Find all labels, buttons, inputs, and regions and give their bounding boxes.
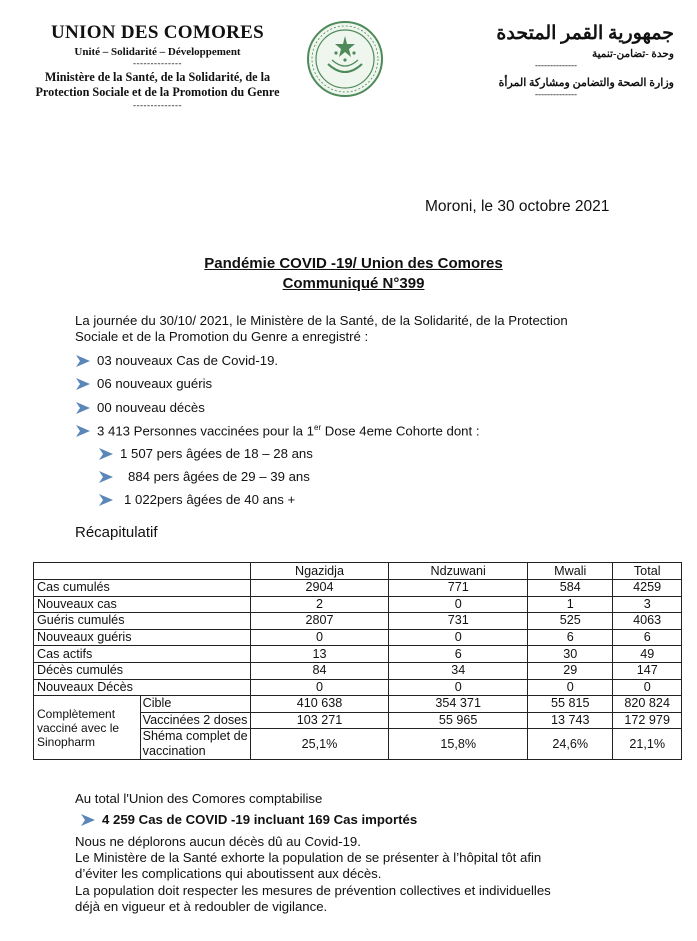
table-cell: 15,8% — [389, 729, 528, 760]
table-cell: 6 — [613, 629, 682, 646]
separator: -------------- — [133, 58, 182, 68]
table-cell: 29 — [528, 662, 613, 679]
table-cell: 4063 — [613, 613, 682, 630]
bullet-total-cases — [80, 812, 417, 827]
country-name-arabic: جمهورية القمر المتحدة — [496, 23, 674, 44]
bullet-age-40-plus — [98, 492, 295, 507]
table-cell: 354 371 — [389, 696, 528, 713]
header-right — [438, 22, 674, 99]
table-cell: 55 815 — [528, 696, 613, 713]
closing-line: déjà en vigueur et à redoubler de vigilance. — [75, 898, 328, 914]
table-row — [34, 646, 682, 663]
table-row — [34, 696, 682, 713]
bullet-text: 884 pers âgées de 29 – 39 ans — [128, 469, 310, 484]
row-label: Cas cumulés — [34, 580, 251, 597]
table-cell: 2807 — [250, 613, 389, 630]
intro-line: La journée du 30/10/ 2021, le Ministère de la Santé, de la Solidarité, de la Protection — [75, 313, 568, 328]
table-cell: 0 — [389, 679, 528, 696]
arrow-bullet-icon — [75, 401, 91, 415]
ministry-line-1: Ministère de la Santé, de la Solidarité, de la — [44, 70, 271, 84]
row-label — [140, 729, 250, 760]
bullet-text-part: 3 413 Personnes vaccinées pour la 1 — [97, 423, 315, 439]
table-cell: 820 824 — [613, 696, 682, 713]
total-intro: Au total l'Union des Comores comptabilise — [75, 791, 323, 806]
bullet-age-18-28 — [98, 446, 313, 461]
table-cell: 49 — [613, 646, 682, 663]
separator: -------------- — [133, 100, 182, 110]
closing-line: d’éviter les complications qui aboutissent aux décès. — [75, 866, 382, 882]
row-label: Nouveaux Décès — [34, 679, 251, 696]
table-cell: 584 — [528, 580, 613, 597]
row-label: Nouveaux guéris — [34, 629, 251, 646]
table-row — [34, 679, 682, 696]
national-seal-icon — [306, 20, 384, 98]
vaccine-group-label-line: Complètement — [37, 706, 116, 721]
bullet-age-29-39 — [98, 469, 310, 484]
intro-line: Sociale et de la Promotion du Genre a enregistré : — [75, 329, 369, 344]
table-cell: 30 — [528, 646, 613, 663]
closing-line: Nous ne déplorons aucun décès dû au Covid-19. — [75, 834, 361, 849]
table-cell: 0 — [389, 596, 528, 613]
arrow-bullet-icon — [75, 424, 91, 438]
closing-line: La population doit respecter les mesures de prévention collectives et individuelles — [75, 882, 551, 898]
table-row — [34, 629, 682, 646]
vaccine-group-label-line: Sinopharm — [37, 734, 96, 749]
table-cell: 2904 — [250, 580, 389, 597]
superscript: er — [314, 423, 322, 432]
table-cell: 21,1% — [613, 729, 682, 760]
bullet-text: 00 nouveau décès — [97, 400, 205, 415]
row-label: Cible — [140, 696, 250, 713]
table-header-row — [34, 563, 682, 580]
table-cell — [34, 563, 251, 580]
table-cell: 34 — [389, 662, 528, 679]
bullet-text: 06 nouveaux guéris — [97, 376, 213, 391]
row-label-line: vaccination — [142, 744, 206, 759]
table-cell: 0 — [528, 679, 613, 696]
closing-paragraph — [75, 834, 660, 915]
table-cell: 3 — [613, 596, 682, 613]
arrow-bullet-icon — [98, 447, 114, 461]
table-cell: 0 — [613, 679, 682, 696]
table-cell: 6 — [528, 629, 613, 646]
table-cell: 13 743 — [528, 712, 613, 729]
row-label: Nouveaux cas — [34, 596, 251, 613]
row-label: Guéris cumulés — [34, 613, 251, 630]
arrow-bullet-icon — [98, 470, 114, 484]
bullet-new-recovered — [75, 376, 212, 391]
closing-line: Le Ministère de la Santé exhorte la population de se présenter à l’hôpital tôt afin — [75, 850, 542, 866]
table-cell: 2 — [250, 596, 389, 613]
row-label-line: Shéma complet de — [142, 729, 248, 744]
table-cell: 13 — [250, 646, 389, 663]
bullet-text: 1 022pers âgées de 40 ans + — [124, 492, 296, 507]
table-cell: 84 — [250, 662, 389, 679]
arrow-bullet-icon — [75, 354, 91, 368]
bullet-new-deaths — [75, 400, 205, 415]
table-row — [34, 596, 682, 613]
document-title: Pandémie COVID -19/ Union des Comores — [204, 255, 503, 272]
bullet-text: 1 507 pers âgées de 18 – 28 ans — [120, 446, 313, 461]
bullet-text — [97, 423, 479, 438]
table-cell: 0 — [389, 629, 528, 646]
row-label: Cas actifs — [34, 646, 251, 663]
intro-paragraph — [75, 313, 655, 345]
table-cell: 24,6% — [528, 729, 613, 760]
column-header-mwali: Mwali — [528, 563, 613, 580]
row-label: Vaccinées 2 doses — [140, 712, 250, 729]
bullet-text-part: Dose 4eme Cohorte dont : — [321, 423, 480, 439]
communique-number: Communiqué N°399 — [282, 275, 425, 292]
table-cell: 1 — [528, 596, 613, 613]
date-line: Moroni, le 30 octobre 2021 — [425, 198, 610, 215]
row-label: Décès cumulés — [34, 662, 251, 679]
arrow-bullet-icon — [75, 377, 91, 391]
recap-heading: Récapitulatif — [75, 524, 158, 541]
table-row — [34, 662, 682, 679]
table-cell: 731 — [389, 613, 528, 630]
covid-statistics-table — [33, 562, 682, 760]
arrow-bullet-icon — [98, 493, 114, 507]
table-cell: 103 271 — [250, 712, 389, 729]
bullet-vaccinated — [75, 423, 479, 438]
motto-arabic: وحدة -تضامن-تنمية — [592, 49, 674, 60]
table-cell: 0 — [250, 629, 389, 646]
column-header-total: Total — [613, 563, 682, 580]
table-row — [34, 613, 682, 630]
table-cell: 410 638 — [250, 696, 389, 713]
arrow-bullet-icon — [80, 813, 96, 827]
motto: Unité – Solidarité – Développement — [74, 46, 241, 58]
column-header-ngazidja: Ngazidja — [250, 563, 389, 580]
table-cell: 6 — [389, 646, 528, 663]
separator: -------------- — [535, 89, 577, 99]
country-name: UNION DES COMORES — [50, 22, 265, 43]
table-cell: 525 — [528, 613, 613, 630]
table-row — [34, 580, 682, 597]
table-cell: 771 — [389, 580, 528, 597]
table-cell: 55 965 — [389, 712, 528, 729]
header-left — [20, 22, 295, 110]
vaccine-group-label-line: vacciné avec le — [37, 720, 120, 735]
separator: -------------- — [535, 60, 577, 70]
column-header-ndzuwani: Ndzuwani — [389, 563, 528, 580]
table-cell: 147 — [613, 662, 682, 679]
bullet-new-cases — [75, 353, 278, 368]
table-cell: 172 979 — [613, 712, 682, 729]
ministry-arabic: وزارة الصحة والتضامن ومشاركة المرأة — [498, 77, 674, 89]
vaccine-group-label — [34, 696, 141, 760]
table-cell: 4259 — [613, 580, 682, 597]
table-cell: 25,1% — [250, 729, 389, 760]
table-cell: 0 — [250, 679, 389, 696]
bullet-text: 4 259 Cas de COVID -19 incluant 169 Cas importés — [102, 812, 418, 827]
ministry-line-2: Protection Sociale et de la Promotion du Genre — [35, 85, 280, 99]
bullet-text: 03 nouveaux Cas de Covid-19. — [97, 353, 279, 368]
